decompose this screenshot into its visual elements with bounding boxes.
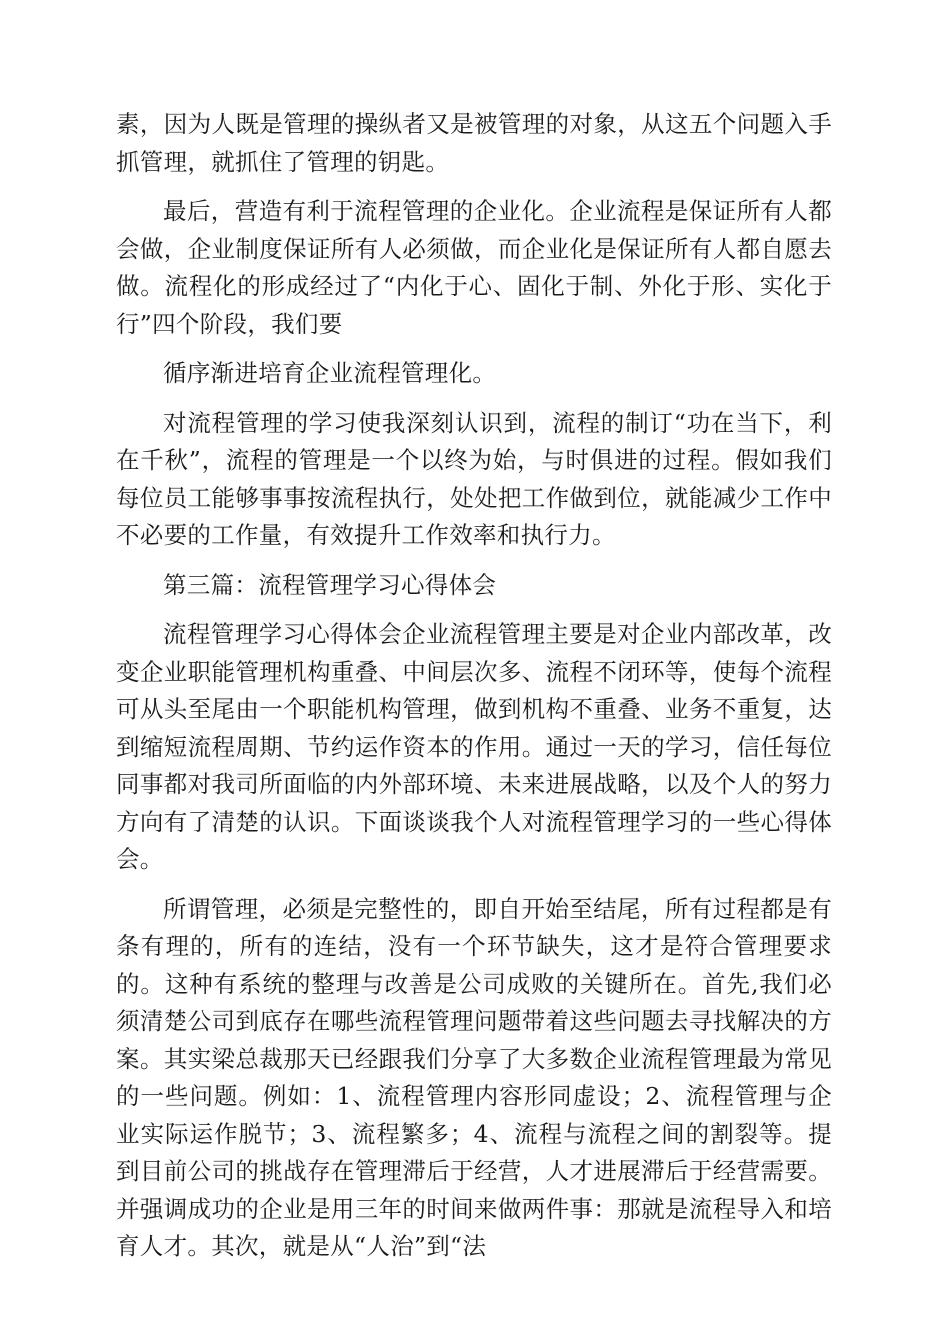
paragraph-3: 循序渐进培育企业流程管理化。 xyxy=(163,359,497,387)
paragraph-6: 所谓管理，必须是完整性的，即自开始至结尾，所有过程都是有条有理的，所有的连结，没有一个环节缺失，这才是符合管理要求的。这种有系统的整理与改善是公司成败的关键所在。首先,我们必须清楚公司到底存在哪些流程管理问题带着这些问题去寻找解决的方案。其实梁总裁那天已经跟我们分享了大多数企业流程管理最为常见的一些问题。例如：1、流程管理内容形同虚设；2、流程管理与企业实际运作脱节；3、流程繁多；4、流程与流程之间的割裂等。提到目前公司的挑战存在管理滞后于经营，人才进展滞后于经营需要。并强调成功的企业是用三年的时间来做两件事：那就是流程导入和培育人才。其次，就是从“人治”到“法 xyxy=(116,894,832,1260)
paragraph-4: 对流程管理的学习使我深刻认识到，流程的制订“功在当下，利在千秋”，流程的管理是一个以终为始，与时俱进的过程。假如我们每位员工能够事事按流程执行，处处把工作做到位，就能减少工作中不必要的工作量，有效提升工作效率和执行力。 xyxy=(116,408,832,549)
paragraph-1: 素，因为人既是管理的操纵者又是被管理的对象，从这五个问题入手抓管理，就抓住了管理的钥匙。 xyxy=(116,110,832,176)
document-page xyxy=(116,106,832,1266)
paragraph-5: 流程管理学习心得体会企业流程管理主要是对企业内部改革，改变企业职能管理机构重叠、中间层次多、流程不闭环等，使每个流程可从头至尾由一个职能机构管理，做到机构不重叠、业务不重复，达到缩短流程周期、节约运作资本的作用。通过一天的学习，信任每位同事都对我司所面临的内外部环境、未来进展战略，以及个人的努力方向有了清楚的认识。下面谈谈我个人对流程管理学习的一些心得体会。 xyxy=(116,620,832,873)
section-heading: 第三篇：流程管理学习心得体会 xyxy=(163,570,497,599)
paragraph-2: 最后，营造有利于流程管理的企业化。企业流程是保证所有人都会做，企业制度保证所有人必须做，而企业化是保证所有人都自愿去做。流程化的形成经过了“内化于心、固化于制、外化于形、实化于行”四个阶段，我们要 xyxy=(116,197,832,338)
